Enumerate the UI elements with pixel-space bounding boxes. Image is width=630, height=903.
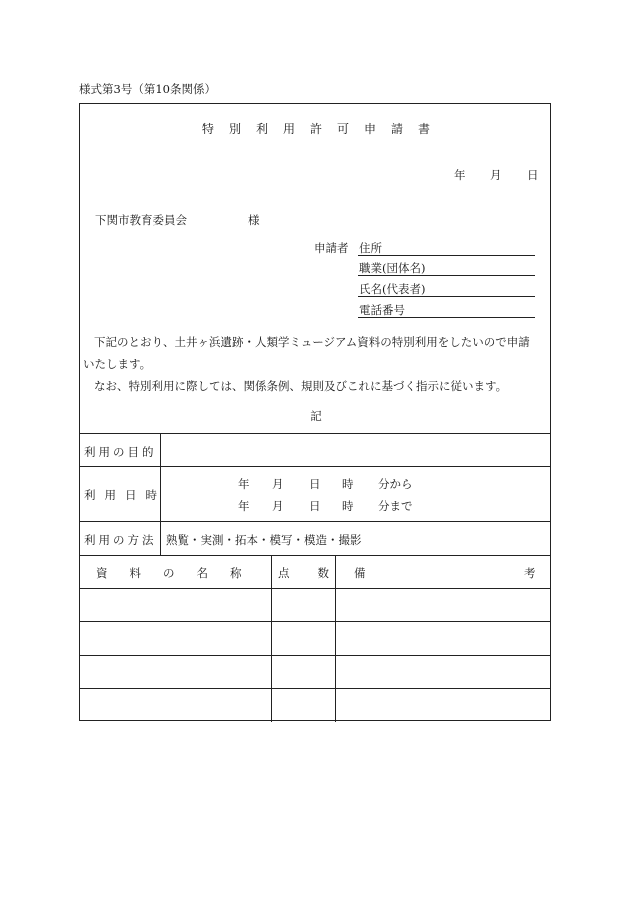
purpose-label xyxy=(84,444,154,460)
body-line-3: なお、特別利用に際しては、関係条例、規則及びこれに基づく指示に従います。 xyxy=(94,379,508,393)
char: 用 xyxy=(98,445,110,459)
char: 利 xyxy=(84,533,96,547)
char: 料 xyxy=(129,566,141,580)
occupation-underline xyxy=(358,275,535,276)
char: 可 xyxy=(337,122,350,136)
method-value: 熟覧・実測・拓本・模写・模造・撮影 xyxy=(166,533,362,547)
from-year: 年 xyxy=(238,477,250,491)
from-hour: 時 xyxy=(342,477,354,491)
char: の xyxy=(113,533,125,547)
char: 利 xyxy=(84,445,96,459)
table-row-divider xyxy=(80,688,550,689)
datetime-label-text xyxy=(84,488,157,502)
header-material-name-text xyxy=(96,566,242,580)
char: 日 xyxy=(125,488,137,502)
char: 利 xyxy=(84,488,96,502)
table-column-divider xyxy=(271,555,272,722)
header-material-name xyxy=(96,565,242,581)
from-day: 日 xyxy=(309,477,321,491)
char: 法 xyxy=(142,533,154,547)
applicant-address-label: 住所 xyxy=(359,241,382,255)
char: 用 xyxy=(98,533,110,547)
char: 請 xyxy=(391,122,404,136)
char: 用 xyxy=(104,488,116,502)
header-remarks-left: 備 xyxy=(354,566,366,580)
header-count xyxy=(278,565,329,581)
char: 方 xyxy=(127,533,139,547)
char: 的 xyxy=(142,445,154,459)
body-line-1: 下記のとおり、土井ヶ浜遺跡・人類学ミュージアム資料の特別利用をしたいので申請 xyxy=(94,335,530,349)
date-year-label: 年 xyxy=(454,168,466,182)
table-row-divider xyxy=(80,655,550,656)
divider xyxy=(80,555,550,556)
date-month-label: 月 xyxy=(490,168,502,182)
header-count-text xyxy=(278,566,329,580)
char: の xyxy=(113,445,125,459)
from-minute: 分から xyxy=(378,477,413,491)
to-month: 月 xyxy=(272,499,284,513)
char: 申 xyxy=(364,122,377,136)
table-column-divider xyxy=(335,555,336,722)
addressee: 下関市教育委員会 xyxy=(95,213,187,227)
method-label xyxy=(84,532,154,548)
table-row-divider xyxy=(80,621,550,622)
form-title xyxy=(80,120,552,137)
form-number: 様式第3号（第10条関係） xyxy=(79,82,216,96)
char: 書 xyxy=(418,122,431,136)
to-minute: 分まで xyxy=(378,499,413,513)
applicant-occupation-label: 職業(団体名) xyxy=(359,261,426,275)
char: 数 xyxy=(317,566,329,580)
applicant-name-label: 氏名(代表者) xyxy=(359,282,426,296)
char: 目 xyxy=(127,445,139,459)
applicant-phone-label: 電話番号 xyxy=(359,303,405,317)
to-year: 年 xyxy=(238,499,250,513)
method-label-text xyxy=(84,533,154,547)
application-form xyxy=(79,103,551,721)
char: 時 xyxy=(145,488,157,502)
char: 利 xyxy=(255,122,268,136)
char: 許 xyxy=(309,122,322,136)
char: 名 xyxy=(196,566,208,580)
body-line-2: いたします。 xyxy=(83,357,152,371)
applicant-label: 申請者 xyxy=(314,241,349,255)
date-day-label: 日 xyxy=(527,168,539,182)
divider xyxy=(80,433,550,434)
char: 特 xyxy=(201,122,214,136)
address-underline xyxy=(358,255,535,256)
from-month: 月 xyxy=(272,477,284,491)
label-column-divider xyxy=(160,433,161,555)
char: 資 xyxy=(96,566,108,580)
char: 称 xyxy=(230,566,242,580)
purpose-label-text xyxy=(84,445,154,459)
divider xyxy=(80,521,550,522)
header-remarks-right: 考 xyxy=(524,566,536,580)
ki-label: 記 xyxy=(310,409,322,423)
to-hour: 時 xyxy=(342,499,354,513)
form-title-text xyxy=(202,122,430,136)
phone-underline xyxy=(358,317,535,318)
name-underline xyxy=(358,296,535,297)
addressee-suffix: 様 xyxy=(248,213,260,227)
char: の xyxy=(163,566,175,580)
char: 点 xyxy=(278,566,290,580)
datetime-label xyxy=(84,487,157,503)
char: 別 xyxy=(228,122,241,136)
to-day: 日 xyxy=(309,499,321,513)
divider xyxy=(80,466,550,467)
table-row-divider xyxy=(80,588,550,589)
char: 用 xyxy=(282,122,295,136)
